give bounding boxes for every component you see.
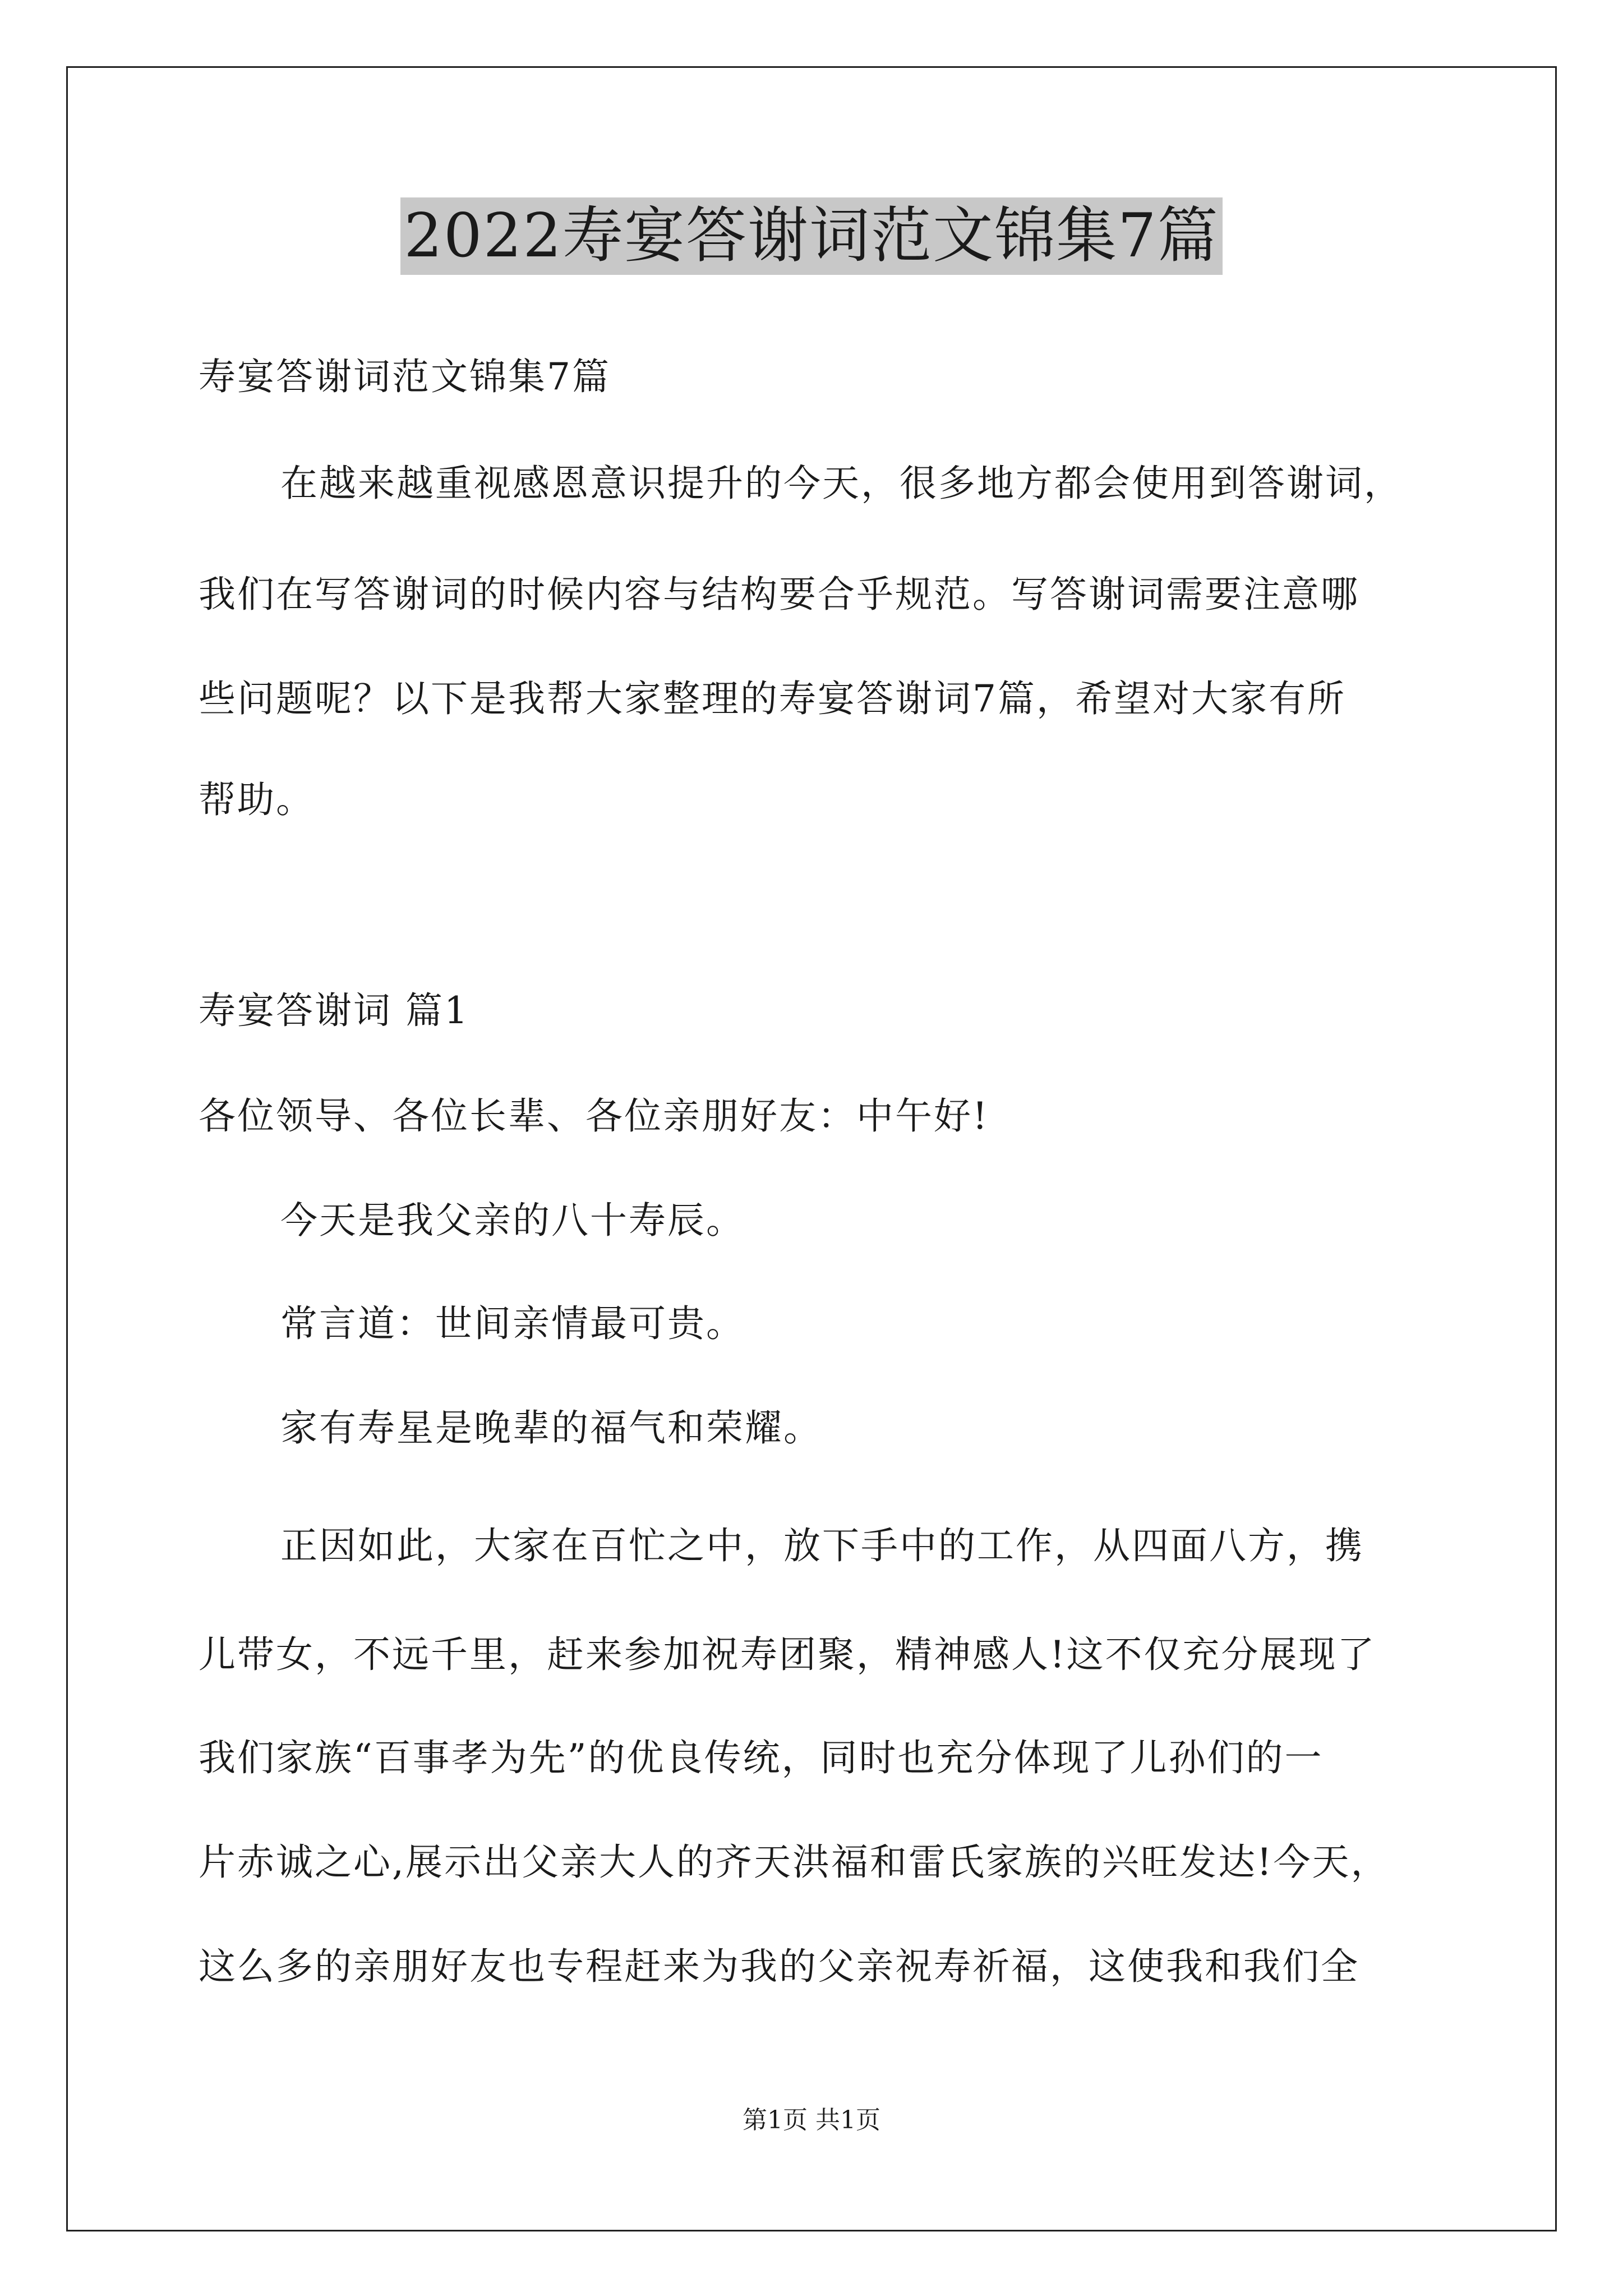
paragraph-4-line-5: 这么多的亲朋好友也专程赶来为我的父亲祝寿祈福，这使我和我们全 (199, 1945, 1359, 1988)
greeting-line: 各位领导、各位长辈、各位亲朋好友：中午好! (199, 1094, 989, 1138)
intro-line-4: 帮助。 (199, 778, 315, 821)
paragraph-4-line-1: 正因如此，大家在百忙之中，放下手中的工作，从四面八方，携 (280, 1524, 1364, 1567)
paragraph-4-line-3: 我们家族“百事孝为先”的优良传统，同时也充分体现了儿孙们的一 (199, 1736, 1324, 1779)
intro-line-1: 在越来越重视感恩意识提升的今天，很多地方都会使用到答谢词， (280, 462, 1403, 505)
paragraph-4-line-2: 儿带女，不远千里，赶来参加祝寿团聚，精神感人!这不仅充分展现了 (199, 1633, 1376, 1676)
title-container (0, 197, 1623, 275)
page-footer: 第1页 共1页 (743, 2106, 880, 2134)
document-subtitle: 寿宴答谢词范文锦集7篇 (199, 355, 611, 398)
paragraph-1: 今天是我父亲的八十寿辰。 (280, 1199, 745, 1242)
section-heading: 寿宴答谢词 篇1 (199, 989, 469, 1032)
intro-line-2: 我们在写答谢词的时候内容与结构要合乎规范。写答谢词需要注意哪 (199, 573, 1359, 616)
document-title: 2022寿宴答谢词范文锦集7篇 (400, 197, 1223, 275)
paragraph-3: 家有寿星是晚辈的福气和荣耀。 (280, 1406, 822, 1450)
paragraph-2: 常言道：世间亲情最可贵。 (280, 1302, 745, 1345)
intro-line-3: 些问题呢？以下是我帮大家整理的寿宴答谢词7篇，希望对大家有所 (199, 677, 1346, 720)
paragraph-4-line-4: 片赤诚之心,展示出父亲大人的齐天洪福和雷氏家族的兴旺发达!今天， (199, 1841, 1390, 1884)
